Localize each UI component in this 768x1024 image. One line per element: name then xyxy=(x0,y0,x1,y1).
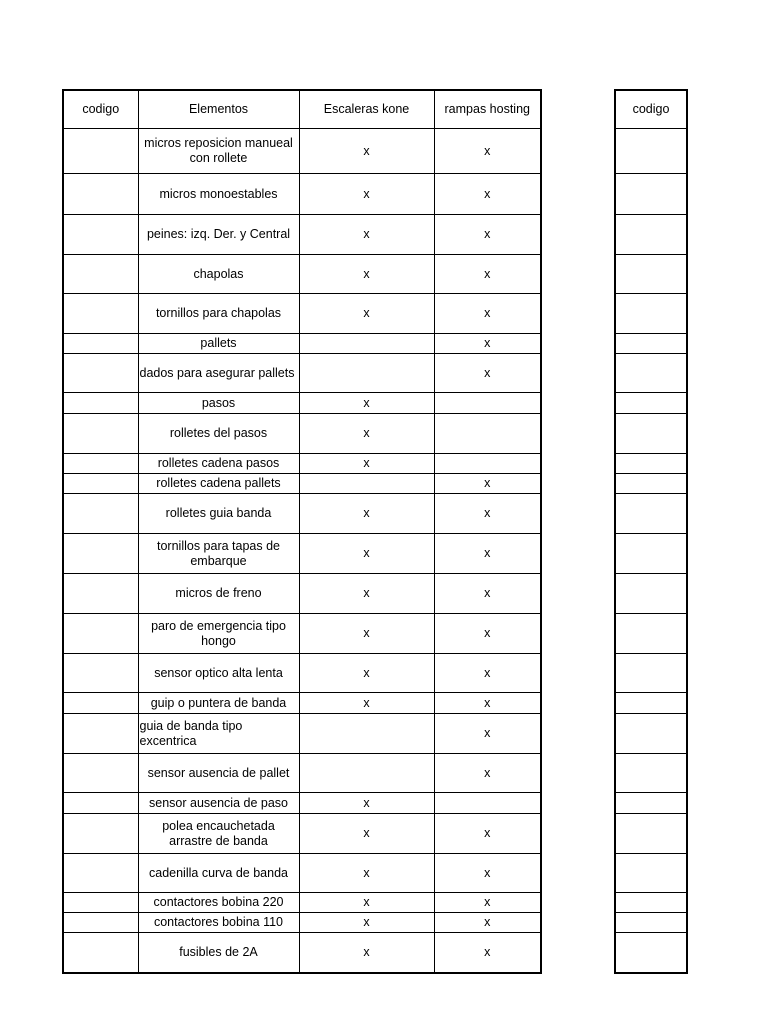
side-table-row xyxy=(615,174,687,215)
table-row xyxy=(63,714,541,754)
cell-escaleras: x xyxy=(299,654,434,693)
cell-escaleras: x xyxy=(299,494,434,534)
side-cell-codigo xyxy=(615,574,687,614)
cell-escaleras: x xyxy=(299,893,434,913)
cell-rampas xyxy=(434,454,541,474)
cell-elemento: pasos xyxy=(138,393,299,414)
cell-codigo xyxy=(63,129,138,174)
cell-escaleras: x xyxy=(299,393,434,414)
side-table-row xyxy=(615,215,687,255)
cell-codigo xyxy=(63,454,138,474)
header-row xyxy=(63,90,541,129)
side-table-row xyxy=(615,334,687,354)
side-cell-codigo xyxy=(615,174,687,215)
cell-elemento: micros de freno xyxy=(138,574,299,614)
table-row xyxy=(63,893,541,913)
side-table-row xyxy=(615,354,687,393)
table-row xyxy=(63,129,541,174)
cell-escaleras: x xyxy=(299,174,434,215)
side-table-row xyxy=(615,574,687,614)
side-table-row xyxy=(615,693,687,714)
cell-rampas: x xyxy=(434,913,541,933)
side-cell-codigo xyxy=(615,534,687,574)
table-row xyxy=(63,913,541,933)
cell-escaleras: x xyxy=(299,793,434,814)
side-cell-codigo xyxy=(615,215,687,255)
cell-elemento: micros monoestables xyxy=(138,174,299,215)
side-table-row xyxy=(615,534,687,574)
header-escaleras: Escaleras kone xyxy=(299,90,434,129)
cell-elemento: fusibles de 2A xyxy=(138,933,299,974)
cell-rampas: x xyxy=(434,574,541,614)
side-table-row xyxy=(615,654,687,693)
cell-elemento: rolletes cadena pallets xyxy=(138,474,299,494)
side-table-row xyxy=(615,893,687,913)
cell-codigo xyxy=(63,854,138,893)
side-cell-codigo xyxy=(615,814,687,854)
cell-codigo xyxy=(63,534,138,574)
cell-escaleras: x xyxy=(299,933,434,974)
side-cell-codigo xyxy=(615,354,687,393)
cell-escaleras: x xyxy=(299,414,434,454)
table-row xyxy=(63,614,541,654)
side-cell-codigo xyxy=(615,933,687,974)
side-header-row xyxy=(615,90,687,129)
table-row xyxy=(63,215,541,255)
cell-rampas: x xyxy=(434,693,541,714)
side-table-row xyxy=(615,294,687,334)
cell-elemento: guip o puntera de banda xyxy=(138,693,299,714)
side-table-row xyxy=(615,714,687,754)
table-row xyxy=(63,494,541,534)
cell-escaleras: x xyxy=(299,574,434,614)
cell-escaleras xyxy=(299,754,434,793)
cell-rampas: x xyxy=(434,614,541,654)
side-cell-codigo xyxy=(615,294,687,334)
side-table-row xyxy=(615,414,687,454)
table-row xyxy=(63,693,541,714)
side-cell-codigo xyxy=(615,654,687,693)
side-table-row xyxy=(615,614,687,654)
side-table-row xyxy=(615,814,687,854)
side-cell-codigo xyxy=(615,393,687,414)
side-table-row xyxy=(615,393,687,414)
side-table-row xyxy=(615,494,687,534)
cell-codigo xyxy=(63,334,138,354)
cell-elemento: rolletes guia banda xyxy=(138,494,299,534)
cell-elemento: guia de banda tipo excentrica xyxy=(138,714,299,754)
cell-codigo xyxy=(63,754,138,793)
table-row xyxy=(63,574,541,614)
cell-rampas: x xyxy=(434,814,541,854)
side-table-row xyxy=(615,854,687,893)
cell-rampas xyxy=(434,793,541,814)
cell-rampas: x xyxy=(434,714,541,754)
cell-escaleras xyxy=(299,334,434,354)
side-cell-codigo xyxy=(615,913,687,933)
cell-rampas: x xyxy=(434,215,541,255)
table-row xyxy=(63,454,541,474)
cell-elemento: rolletes del pasos xyxy=(138,414,299,454)
cell-elemento: micros reposicion manueal con rollete xyxy=(138,129,299,174)
cell-codigo xyxy=(63,933,138,974)
cell-elemento: polea encauchetada arrastre de banda xyxy=(138,814,299,854)
side-cell-codigo xyxy=(615,754,687,793)
side-table-row xyxy=(615,474,687,494)
cell-escaleras: x xyxy=(299,215,434,255)
side-cell-codigo xyxy=(615,414,687,454)
side-cell-codigo xyxy=(615,614,687,654)
cell-codigo xyxy=(63,793,138,814)
cell-codigo xyxy=(63,414,138,454)
side-table-row xyxy=(615,454,687,474)
table-row xyxy=(63,474,541,494)
side-table-row xyxy=(615,913,687,933)
cell-escaleras: x xyxy=(299,454,434,474)
cell-rampas: x xyxy=(434,534,541,574)
cell-codigo xyxy=(63,814,138,854)
cell-codigo xyxy=(63,474,138,494)
cell-codigo xyxy=(63,294,138,334)
cell-elemento: chapolas xyxy=(138,255,299,294)
cell-rampas: x xyxy=(434,174,541,215)
header-rampas: rampas hosting xyxy=(434,90,541,129)
cell-escaleras: x xyxy=(299,614,434,654)
cell-codigo xyxy=(63,494,138,534)
table-row xyxy=(63,354,541,393)
table-row xyxy=(63,414,541,454)
cell-escaleras xyxy=(299,714,434,754)
cell-rampas: x xyxy=(434,294,541,334)
side-table-row xyxy=(615,129,687,174)
cell-escaleras: x xyxy=(299,854,434,893)
table-row xyxy=(63,854,541,893)
cell-codigo xyxy=(63,654,138,693)
cell-elemento: contactores bobina 110 xyxy=(138,913,299,933)
cell-elemento: peines: izq. Der. y Central xyxy=(138,215,299,255)
cell-rampas: x xyxy=(434,893,541,913)
side-table-row xyxy=(615,754,687,793)
table-row xyxy=(63,255,541,294)
side-codigo-table xyxy=(614,89,688,974)
cell-escaleras: x xyxy=(299,814,434,854)
side-cell-codigo xyxy=(615,693,687,714)
cell-rampas: x xyxy=(434,754,541,793)
table-row xyxy=(63,793,541,814)
cell-elemento: contactores bobina 220 xyxy=(138,893,299,913)
side-cell-codigo xyxy=(615,454,687,474)
cell-elemento: pallets xyxy=(138,334,299,354)
header-codigo: codigo xyxy=(63,90,138,129)
cell-escaleras: x xyxy=(299,255,434,294)
side-cell-codigo xyxy=(615,494,687,534)
cell-codigo xyxy=(63,614,138,654)
cell-rampas: x xyxy=(434,129,541,174)
cell-codigo xyxy=(63,893,138,913)
side-cell-codigo xyxy=(615,255,687,294)
side-cell-codigo xyxy=(615,474,687,494)
elements-table xyxy=(62,89,542,974)
cell-elemento: paro de emergencia tipo hongo xyxy=(138,614,299,654)
cell-elemento: sensor optico alta lenta xyxy=(138,654,299,693)
cell-codigo xyxy=(63,215,138,255)
cell-codigo xyxy=(63,913,138,933)
table-row xyxy=(63,814,541,854)
cell-rampas: x xyxy=(434,654,541,693)
cell-elemento: tornillos para tapas de embarque xyxy=(138,534,299,574)
cell-rampas: x xyxy=(434,474,541,494)
cell-escaleras xyxy=(299,474,434,494)
header-elementos: Elementos xyxy=(138,90,299,129)
side-cell-codigo xyxy=(615,893,687,913)
table-row xyxy=(63,334,541,354)
cell-rampas: x xyxy=(434,933,541,974)
cell-rampas: x xyxy=(434,255,541,294)
side-cell-codigo xyxy=(615,129,687,174)
side-cell-codigo xyxy=(615,714,687,754)
cell-codigo xyxy=(63,693,138,714)
cell-codigo xyxy=(63,354,138,393)
cell-rampas: x xyxy=(434,354,541,393)
cell-codigo xyxy=(63,393,138,414)
cell-codigo xyxy=(63,255,138,294)
cell-codigo xyxy=(63,174,138,215)
cell-rampas xyxy=(434,393,541,414)
cell-elemento: sensor ausencia de pallet xyxy=(138,754,299,793)
cell-escaleras: x xyxy=(299,534,434,574)
cell-escaleras: x xyxy=(299,913,434,933)
table-row xyxy=(63,174,541,215)
cell-rampas: x xyxy=(434,334,541,354)
side-header-codigo: codigo xyxy=(615,90,687,129)
cell-codigo xyxy=(63,714,138,754)
side-cell-codigo xyxy=(615,854,687,893)
side-cell-codigo xyxy=(615,793,687,814)
cell-escaleras: x xyxy=(299,294,434,334)
cell-escaleras xyxy=(299,354,434,393)
cell-escaleras: x xyxy=(299,129,434,174)
table-row xyxy=(63,393,541,414)
cell-elemento: dados para asegurar pallets xyxy=(138,354,299,393)
table-row xyxy=(63,754,541,793)
table-row xyxy=(63,654,541,693)
cell-elemento: tornillos para chapolas xyxy=(138,294,299,334)
cell-rampas: x xyxy=(434,854,541,893)
side-cell-codigo xyxy=(615,334,687,354)
table-row xyxy=(63,294,541,334)
cell-codigo xyxy=(63,574,138,614)
cell-rampas: x xyxy=(434,494,541,534)
cell-escaleras: x xyxy=(299,693,434,714)
cell-elemento: sensor ausencia de paso xyxy=(138,793,299,814)
side-table-row xyxy=(615,255,687,294)
table-row xyxy=(63,534,541,574)
cell-rampas xyxy=(434,414,541,454)
side-table-row xyxy=(615,793,687,814)
cell-elemento: rolletes cadena pasos xyxy=(138,454,299,474)
table-row xyxy=(63,933,541,974)
cell-elemento: cadenilla curva de banda xyxy=(138,854,299,893)
side-table-row xyxy=(615,933,687,974)
